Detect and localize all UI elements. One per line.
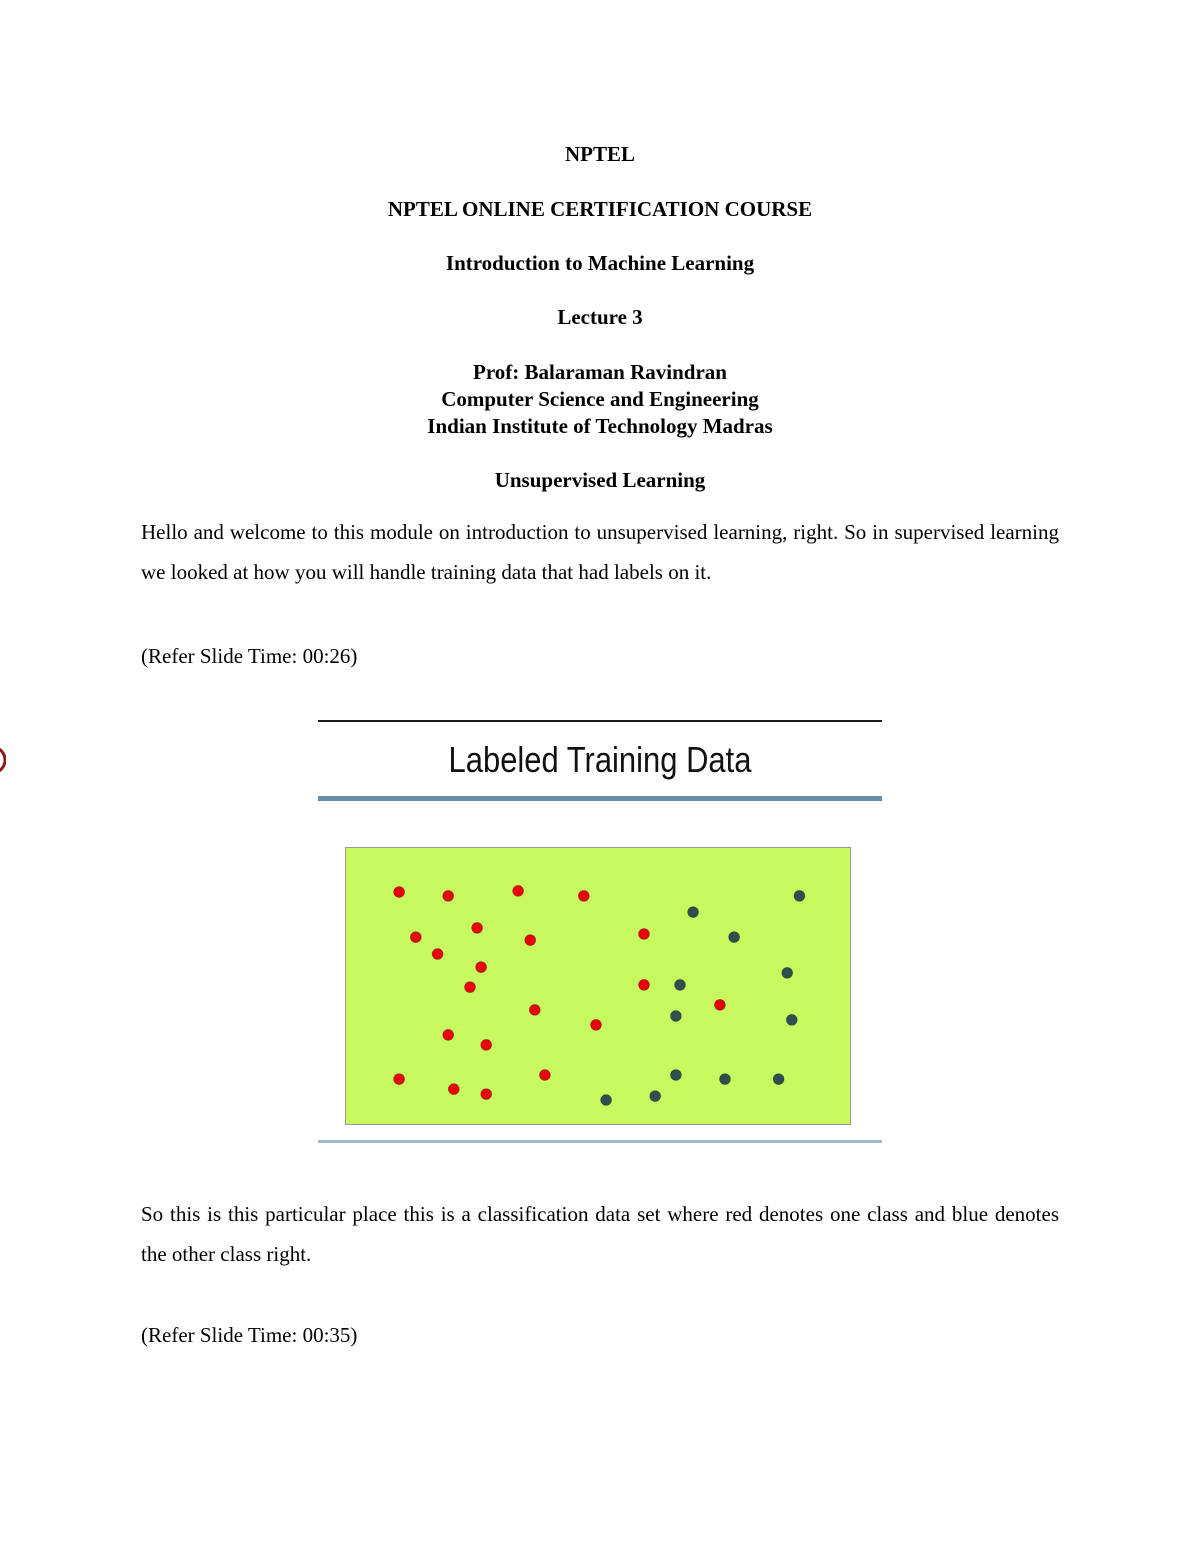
slide-title: Labeled Training Data: [448, 739, 752, 780]
red-point-9: [476, 962, 487, 973]
blue-point-2: [729, 932, 740, 943]
refer-slide-time-2: (Refer Slide Time: 00:35): [141, 1323, 358, 1347]
blue-point-9: [773, 1074, 784, 1085]
scatter-plot: [345, 847, 851, 1125]
professor-name: Prof: Balaraman Ravindran: [473, 360, 727, 384]
blue-point-1: [688, 907, 699, 918]
red-point-5: [472, 922, 483, 933]
lecture-number: Lecture 3: [557, 305, 643, 329]
red-point-2: [513, 885, 524, 896]
course-type: NPTEL ONLINE CERTIFICATION COURSE: [387, 197, 813, 221]
slide-image: [318, 720, 882, 1144]
module-topic: Unsupervised Learning: [494, 468, 706, 492]
red-point-13: [714, 999, 725, 1010]
explanation-paragraph: So this is this particular place this is a classification data set where red denotes one class and blue denotes the other class right.: [141, 1202, 1059, 1266]
blue-point-0: [794, 890, 805, 901]
red-point-20: [481, 1089, 492, 1100]
red-point-7: [639, 929, 650, 940]
blue-point-5: [670, 1011, 681, 1022]
refer-slide-time-1: (Refer Slide Time: 00:26): [141, 644, 358, 668]
blue-point-6: [786, 1014, 797, 1025]
blue-point-3: [782, 967, 793, 978]
red-point-11: [639, 979, 650, 990]
blue-point-4: [675, 979, 686, 990]
blue-point-10: [650, 1091, 661, 1102]
red-point-6: [525, 935, 536, 946]
red-point-17: [394, 1074, 405, 1085]
intro-paragraph: Hello and welcome to this module on introduction to unsupervised learning, right. So in supervised learning we looked at how you will handle training data that had labels on it.: [141, 520, 1059, 584]
red-point-16: [481, 1039, 492, 1050]
red-point-10: [465, 982, 476, 993]
red-point-3: [578, 890, 589, 901]
red-point-14: [591, 1019, 602, 1030]
institute: Indian Institute of Technology Madras: [427, 414, 773, 438]
blue-point-7: [670, 1070, 681, 1081]
red-point-12: [529, 1004, 540, 1015]
blue-point-11: [601, 1095, 612, 1106]
slide-title-rule: [318, 796, 882, 801]
red-point-18: [539, 1070, 550, 1081]
red-point-0: [394, 887, 405, 898]
scatter-svg: [345, 847, 851, 1125]
slide-top-border: [318, 720, 882, 722]
red-point-8: [432, 949, 443, 960]
course-name: Introduction to Machine Learning: [445, 251, 755, 275]
red-point-19: [448, 1084, 459, 1095]
slide-bottom-rule: [318, 1140, 882, 1143]
department: Computer Science and Engineering: [441, 387, 759, 411]
org-title: NPTEL: [564, 142, 635, 166]
red-point-1: [443, 890, 454, 901]
red-point-15: [443, 1029, 454, 1040]
blue-point-8: [720, 1074, 731, 1085]
institute-logo-icon: [0, 736, 6, 784]
red-point-4: [410, 932, 421, 943]
